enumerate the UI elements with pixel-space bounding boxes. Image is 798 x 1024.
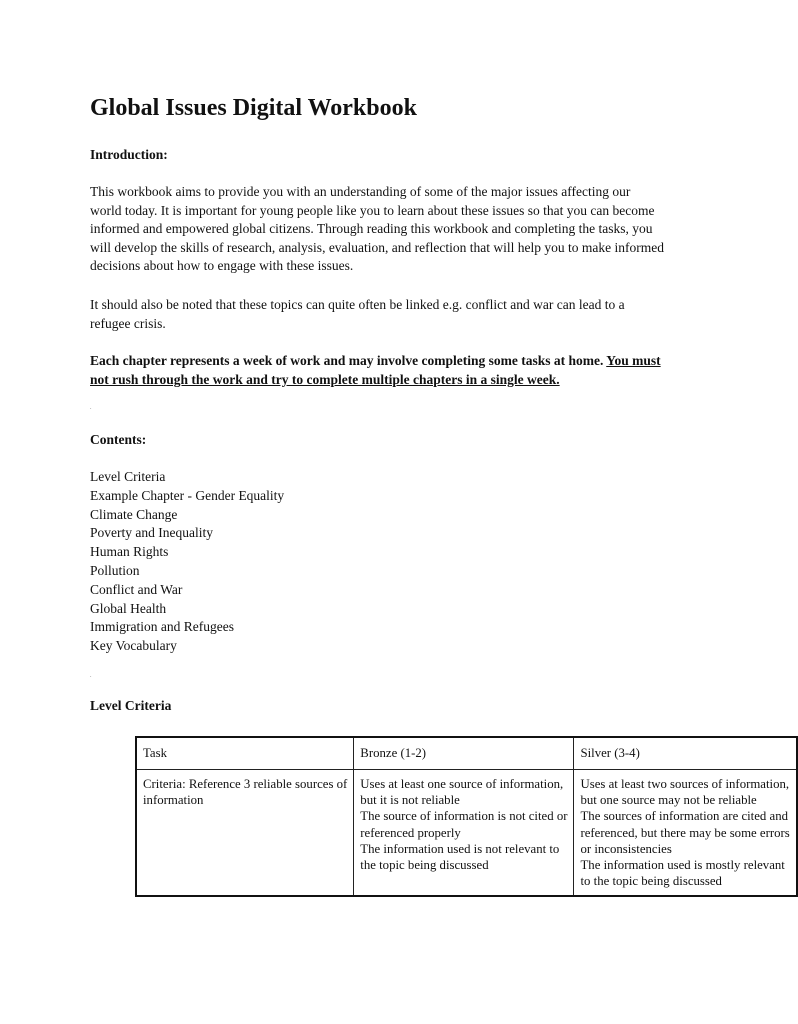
separator-mark: . xyxy=(90,405,92,411)
cell-text: The sources of information are cited and xyxy=(580,809,788,824)
cell-text: information xyxy=(143,793,204,808)
contents-item: Immigration and Refugees xyxy=(90,619,234,635)
table-header-cell: Bronze (1-2) xyxy=(354,737,574,770)
silver-cell xyxy=(574,770,797,897)
intro-line: This workbook aims to provide you with an understanding of some of the major issues affecting our xyxy=(90,184,631,199)
cell-text: referenced properly xyxy=(360,825,461,840)
contents-item: Conflict and War xyxy=(90,581,183,597)
chapter-note xyxy=(90,352,690,389)
chapter-note-text: Each chapter represents a week of work and may involve completing some tasks at home. xyxy=(90,353,607,368)
cell-text: referenced, but there may be some errors xyxy=(580,825,790,840)
contents-item: Pollution xyxy=(90,562,140,578)
level-criteria-table xyxy=(135,736,798,897)
chapter-note-emphasis: not rush through the work and try to complete multiple chapters in a single week. xyxy=(90,371,560,387)
contents-item: Global Health xyxy=(90,600,167,616)
contents-item: Example Chapter - Gender Equality xyxy=(90,487,285,503)
intro-line: decisions about how to engage with these issues. xyxy=(90,258,354,274)
contents-item: Poverty and Inequality xyxy=(90,525,213,541)
contents-item: Key Vocabulary xyxy=(90,638,177,654)
cell-text: The information used is mostly relevant xyxy=(580,858,785,873)
contents-list xyxy=(90,468,284,656)
table-row xyxy=(136,770,797,897)
cell-text: Criteria: Reference 3 reliable sources of xyxy=(143,777,348,791)
separator-mark: . xyxy=(90,673,92,679)
linked-topics-line: It should also be noted that these topics can quite often be linked e.g. conflict and war can lead to a xyxy=(90,297,625,312)
table-header-row xyxy=(136,737,797,770)
contents-item: Level Criteria xyxy=(90,469,166,484)
cell-text: the topic being discussed xyxy=(360,858,489,873)
cell-text: or inconsistencies xyxy=(580,841,672,856)
table-header-cell: Task xyxy=(136,737,354,770)
cell-text: The information used is not relevant to xyxy=(360,841,560,856)
bronze-cell xyxy=(354,770,574,897)
linked-topics-line: refugee crisis. xyxy=(90,315,166,331)
contents-item: Climate Change xyxy=(90,506,178,522)
level-criteria-heading: Level Criteria xyxy=(90,698,172,713)
cell-text: The source of information is not cited or xyxy=(360,809,568,824)
cell-text: Uses at least two sources of information, xyxy=(580,777,790,791)
cell-text: but it is not reliable xyxy=(360,793,460,808)
contents-heading: Contents: xyxy=(90,432,147,447)
task-cell xyxy=(136,770,354,897)
chapter-note-emphasis: You must xyxy=(606,353,661,368)
cell-text: but one source may not be reliable xyxy=(580,793,757,808)
cell-text: Uses at least one source of information, xyxy=(360,777,564,791)
intro-paragraph xyxy=(90,183,690,276)
intro-line: will develop the skills of research, analysis, evaluation, and reflection that will help you to make informed xyxy=(90,239,664,255)
contents-item: Human Rights xyxy=(90,544,169,560)
page-title: Global Issues Digital Workbook xyxy=(90,95,417,121)
table-header-cell: Silver (3-4) xyxy=(574,737,797,770)
cell-text: to the topic being discussed xyxy=(580,874,722,889)
introduction-heading: Introduction: xyxy=(90,147,168,162)
intro-line: informed and empowered global citizens. Through reading this workbook and completing the tasks, you xyxy=(90,221,653,237)
intro-line: world today. It is important for young people like you to learn about these issues so that you can become xyxy=(90,202,655,218)
chapter-note-line xyxy=(90,352,690,371)
linked-topics-paragraph xyxy=(90,296,690,333)
